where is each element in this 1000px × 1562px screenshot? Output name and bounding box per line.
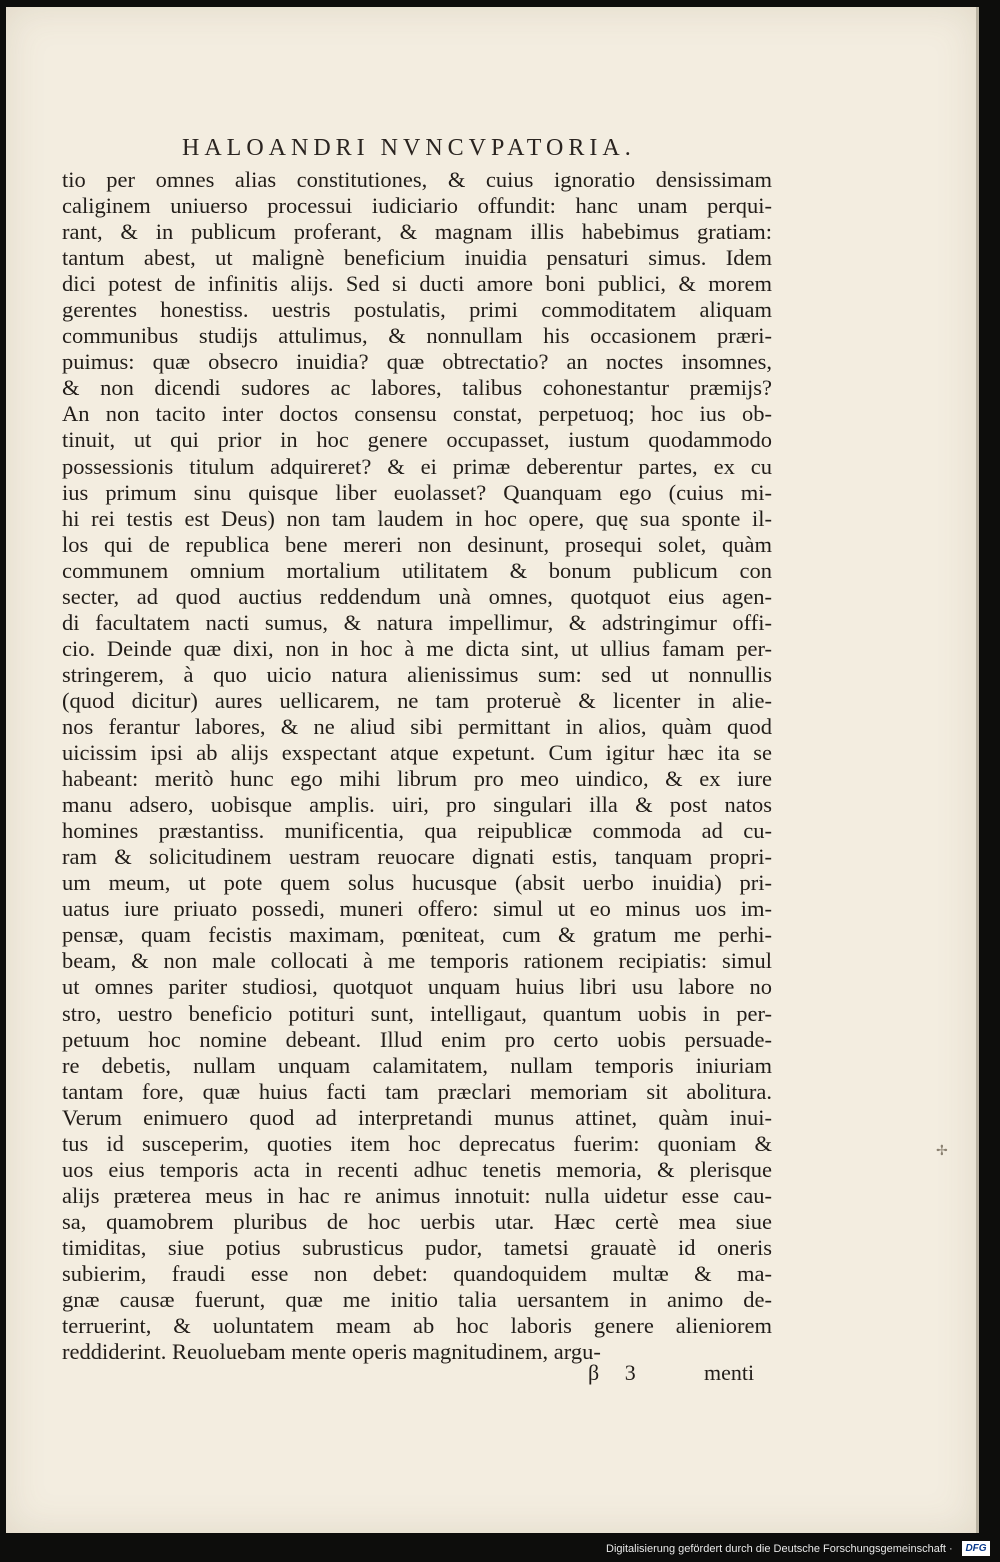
- text-line: communem omnium mortalium utilitatem & bonum publicum con: [62, 557, 772, 583]
- text-line: puimus: quæ obsecro inuidia? quæ obtrectatio? an noctes insomnes,: [62, 349, 772, 375]
- text-line: re debetis, nullam unquam calamitatem, nullam temporis iniuriam: [62, 1052, 772, 1078]
- text-line: alijs præterea meus in hac re animus innotuit: nulla uidetur esse cau-: [62, 1182, 772, 1208]
- text-line: caliginem uniuerso processui iudiciario offundit: hanc unam perqui-: [62, 193, 772, 219]
- book-page: [6, 7, 976, 1533]
- text-line: cio. Deinde quæ dixi, non in hoc à me dicta sint, ut ullius famam per-: [62, 635, 772, 661]
- running-title: HALOANDRI NVNCVPATORIA.: [182, 135, 636, 161]
- text-line: secter, ad quod auctius reddendum unà omnes, quotquot eius agen-: [62, 583, 772, 609]
- text-line: uos eius temporis acta in recenti adhuc tenetis memoria, & plerisque: [62, 1156, 772, 1182]
- text-line: possessionis titulum adquireret? & ei primæ deberentur partes, ex cu: [62, 453, 772, 479]
- text-line: tus id susceperim, quoties item hoc deprecatus fuerim: quoniam &: [62, 1130, 772, 1156]
- text-line: nos ferantur labores, & ne aliud sibi permittant in alios, quàm quod: [62, 713, 772, 739]
- text-line: reddiderint. Reuoluebam mente operis magnitudinem, argu-: [62, 1339, 601, 1365]
- text-line: uatus iure priuato possedi, muneri offero: simul ut eo minus uos im-: [62, 896, 772, 922]
- text-line: dici potest de infinitis alijs. Sed si ducti amore boni publici, & morem: [62, 271, 772, 297]
- text-line: stro, uestro beneficio potituri sunt, intelligaut, quantum uobis in per-: [62, 1000, 772, 1026]
- text-line: homines præstantiss. munificentia, qua reipublicæ commoda ad cu-: [62, 818, 772, 844]
- signature-mark: β 3: [588, 1360, 646, 1385]
- text-line: gerentes honestiss. uestris postulatis, primi commoditatem aliquam: [62, 297, 772, 323]
- text-line: los qui de republica bene mereri non desinunt, prosequi solet, quàm: [62, 531, 772, 557]
- text-line: pensæ, quam fecistis maximam, pœniteat, cum & gratum me perhi-: [62, 922, 772, 948]
- text-line: hi rei testis est Deus) non tam laudem in hoc opere, quę sua sponte il-: [62, 505, 772, 531]
- text-line: (quod dicitur) aures uellicarem, ne tam proteruè & licenter in alie-: [62, 687, 772, 713]
- text-line: manu adsero, uobisque amplis. uiri, pro singulari illa & post natos: [62, 792, 772, 818]
- text-line: beam, & non male collocati à me temporis rationem recipiatis: simul: [62, 948, 772, 974]
- text-line: habeant: meritò hunc ego mihi librum pro meo uindico, & ex iure: [62, 766, 772, 792]
- text-line: tantam fore, quæ huius facti tam præclari memoriam sit abolitura.: [62, 1078, 772, 1104]
- text-line: tio per omnes alias constitutiones, & cuius ignoratio densissimam: [62, 167, 772, 192]
- text-line: um meum, ut pote quem solus hucusque (absit uerbo inuidia) pri-: [62, 870, 772, 896]
- margin-mark: ✢: [936, 1144, 948, 1159]
- text-line: & non dicendi sudores ac labores, talibus cohonestantur præmijs?: [62, 375, 772, 401]
- text-line: di facultatem nacti sumus, & natura impellimur, & adstringimur offi-: [62, 609, 772, 635]
- text-line: gnæ causæ fuerunt, quæ me initio talia uersantem in animo de-: [62, 1287, 772, 1313]
- text-line: tantum abest, ut malignè beneficium inuidia pensaturi simus. Idem: [62, 245, 772, 271]
- text-line: ut omnes pariter studiosi, quotquot unquam huius libri usu labore no: [62, 974, 772, 1000]
- digitization-credit: Digitalisierung gefördert durch die Deutsche Forschungsgemeinschaft ·: [606, 1543, 953, 1555]
- text-line: An non tacito inter doctos consensu constat, perpetuoq; hoc ius ob-: [62, 401, 772, 427]
- text-line: sa, quamobrem pluribus de hoc uerbis utar. Hæc certè mea siue: [62, 1208, 772, 1234]
- text-line: terruerint, & uoluntatem meam ab hoc laboris genere alieniorem: [62, 1313, 772, 1339]
- text-line: subierim, fraudi esse non debet: quandoquidem multæ & ma-: [62, 1260, 772, 1286]
- text-line: tinuit, ut qui prior in hoc genere occupasset, iustum quodammodo: [62, 427, 772, 453]
- text-line: uicissim ipsi ab alijs exspectant atque expetunt. Cum igitur hæc ita se: [62, 740, 772, 766]
- text-line: ram & solicitudinem uestram reuocare dignati estis, tanquam propri-: [62, 844, 772, 870]
- dfg-logo: DFG: [962, 1541, 990, 1556]
- text-line: communibus studijs attulimus, & nonnullam his occasionem præri-: [62, 323, 772, 349]
- text-line: ius primum sinu quisque liber euolasset? Quanquam ego (cuius mi-: [62, 479, 772, 505]
- text-line: Verum enimuero quod ad interpretandi munus attinet, quàm inui-: [62, 1104, 772, 1130]
- text-line: petuum hoc nomine debeant. Illud enim pro certo uobis persuade-: [62, 1026, 772, 1052]
- text-line: stringerem, à quo uicio natura alienissimus sum: sed ut nonnullis: [62, 661, 772, 687]
- text-line: rant, & in publicum proferant, & magnam illis habebimus gratiam:: [62, 219, 772, 245]
- text-line: timiditas, siue potius subrusticus pudor, tametsi grauatè id oneris: [62, 1234, 772, 1260]
- page-edge: [976, 7, 979, 1533]
- page-body-text: [62, 167, 772, 1365]
- catchword: menti: [704, 1360, 755, 1385]
